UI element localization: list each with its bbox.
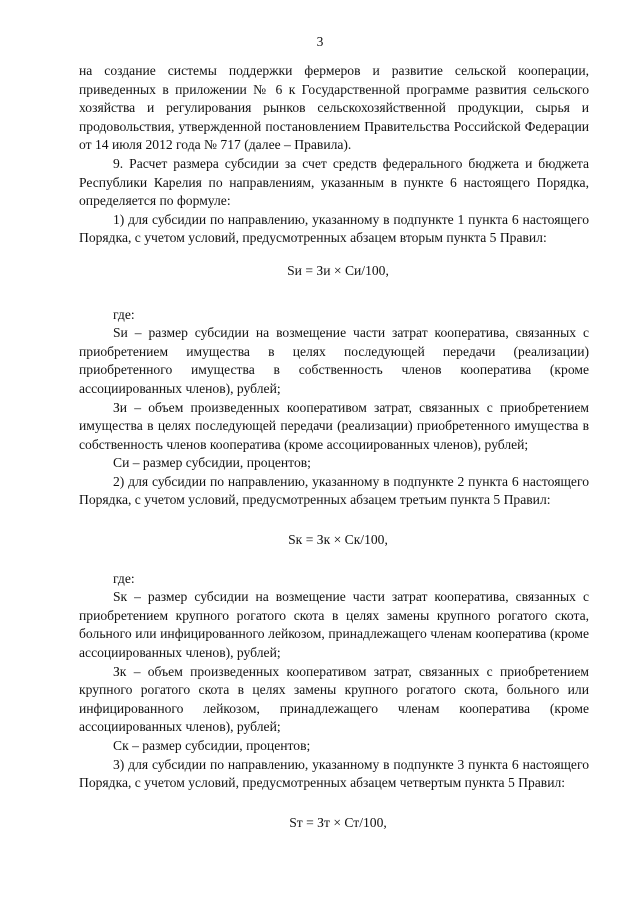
definition-sk: Sк – размер субсидии на возмещение части затрат кооператива, связанных с приобретением крупного рогатого скота в целях замены крупного рогатого скота, больного или инфицированного лейкозом, принадлежащего членам кооператива (кроме ассоциированных членов), рублей; bbox=[79, 589, 589, 661]
paragraph-item-9: 9. Расчет размера субсидии за счет средств федерального бюджета и бюджета Республики Карелия по направлениям, указанным в пункте 6 настоящего Порядка, определяется по формуле: bbox=[79, 155, 589, 209]
paragraph-subitem-2: 2) для субсидии по направлению, указанному в подпункте 2 пункта 6 настоящего Порядка, с учетом условий, предусмотренных абзацем третьим пункта 5 Правил: bbox=[79, 473, 589, 508]
paragraph-subitem-3: 3) для субсидии по направлению, указанному в подпункте 3 пункта 6 настоящего Порядка, с учетом условий, предусмотренных абзацем четвертым пункта 5 Правил: bbox=[79, 756, 589, 791]
definition-ck: Ск – размер субсидии, процентов; bbox=[113, 738, 311, 753]
formula-si: Sи = Зи × Си/100, bbox=[287, 262, 389, 278]
formula-sk: Sк = Зк × Ск/100, bbox=[288, 532, 388, 548]
definition-zi: Зи – объем произведенных кооперативом затрат, связанных с приобретением имущества в целях последующей передачи (реализации) приобретенного имущества в собственность членов кооператива (кроме ассоциированных членов), рублей; bbox=[79, 399, 589, 452]
paragraph-subitem-1: 1) для субсидии по направлению, указанному в подпункте 1 пункта 6 настоящего Порядка, с учетом условий, предусмотренных абзацем вторым пункта 5 Правил: bbox=[79, 211, 589, 246]
paragraph-continuation: на создание системы поддержки фермеров и развитие сельской кооперации, приведенных в приложении № 6 к Государственной программе развития сельского хозяйства и регулирования рынков сельскохозяйственной продукции, сырья и продовольствия, утвержденной постановлением Правительства Российской Федерации от 14 июля 2012 года № 717 (далее – Правила). bbox=[79, 63, 589, 153]
definition-ci: Си – размер субсидии, процентов; bbox=[113, 455, 311, 471]
document-body bbox=[79, 62, 589, 832]
definition-si: Sи – размер субсидии на возмещение части затрат кооператива, связанных с приобретением имущества в целях последующей передачи (реализации) приобретенного имущества в собственность членов кооператива (кроме ассоциированных членов), рублей; bbox=[79, 325, 589, 396]
formula-st: Sт = Зт × Ст/100, bbox=[289, 814, 387, 830]
page-number: 3 bbox=[316, 34, 324, 49]
definition-zk: Зк – объем произведенных кооперативом затрат, связанных с приобретением крупного рогатого скота в целях замены крупного рогатого скота, больного или инфицированного лейкозом, принадлежащего членам кооператива (кроме ассоциированных членов), рублей; bbox=[79, 663, 589, 735]
where-label: где: bbox=[113, 570, 135, 586]
where-label: где: bbox=[113, 306, 135, 322]
